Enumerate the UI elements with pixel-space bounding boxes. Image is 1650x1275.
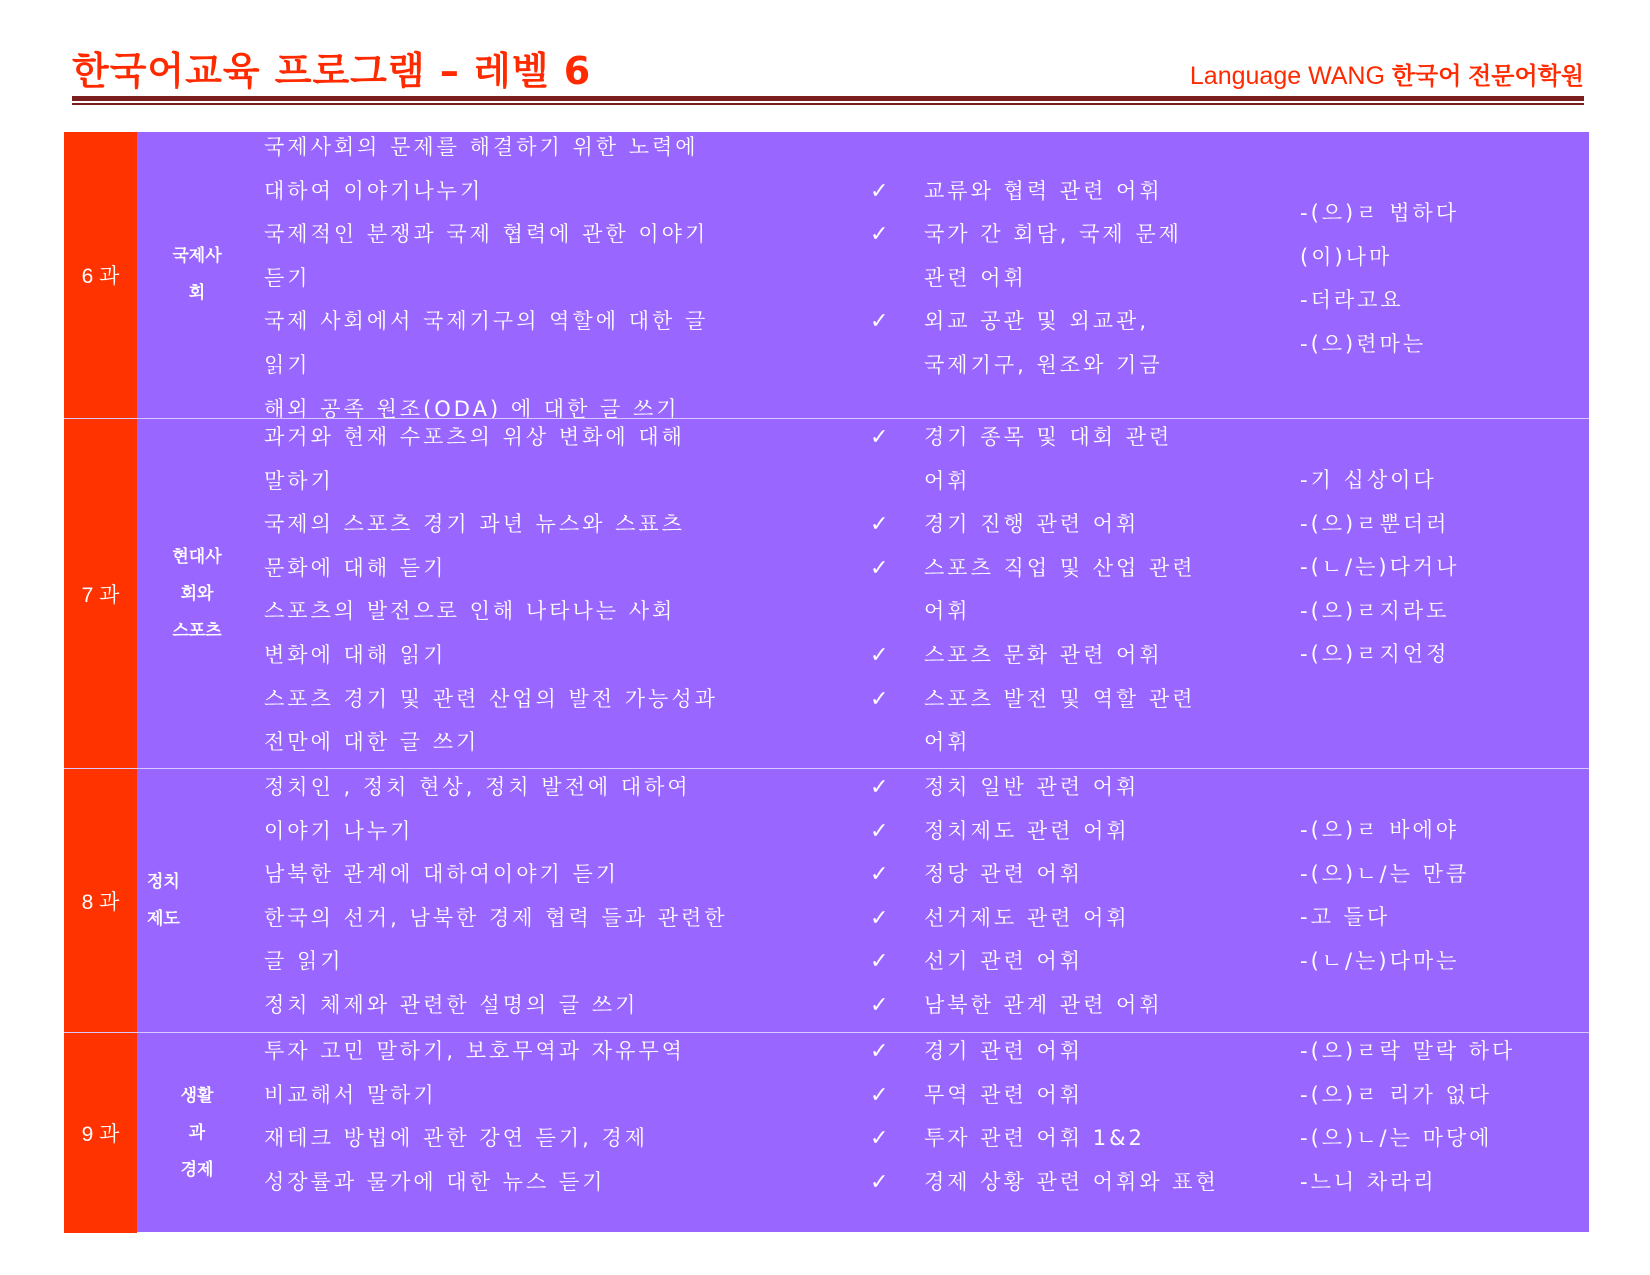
grammar-column — [1300, 459, 1585, 677]
activities-column — [264, 766, 884, 1028]
vocab-text: 경제 상황 관련 어휘와 표현 — [924, 1169, 1219, 1194]
vocab-text: 정치제도 관련 어휘 — [924, 818, 1130, 843]
vocab-line — [870, 503, 1320, 547]
lesson-row — [64, 768, 1589, 1033]
grammar-line: -(으)ㄹ 법하다 — [1300, 201, 1460, 225]
vocab-line — [870, 416, 1320, 460]
vocab-text: 어휘 — [924, 730, 971, 755]
check-icon: ✓ — [870, 222, 889, 248]
grammar-column — [1300, 192, 1585, 366]
topic-line: 정치 — [147, 872, 180, 892]
topic-line: 스포츠 — [172, 620, 222, 641]
activity-line: 과거와 현재 수포츠의 위상 변화에 대해 — [264, 425, 685, 449]
grammar-line: -더라고요 — [1300, 288, 1404, 313]
vocabulary-column — [870, 126, 1320, 388]
grammar-line: -(으)ㄹ 바에야 — [1300, 818, 1460, 842]
vocabulary-column — [870, 1030, 1320, 1204]
lesson-topic — [137, 419, 257, 769]
activity-line: 말하기 — [264, 468, 334, 493]
vocab-line — [870, 634, 1320, 678]
vocab-line — [870, 853, 1320, 897]
vocab-line — [870, 897, 1320, 941]
check-icon: ✓ — [870, 862, 889, 888]
vocab-line — [870, 940, 1320, 984]
activity-line: 정치인 , 정치 현상, 정치 발전에 대하여 — [264, 775, 691, 799]
check-icon: ✓ — [870, 309, 889, 335]
topic-line: 현대사 — [172, 546, 222, 567]
vocab-line — [870, 1117, 1320, 1161]
brand-english: Language WANG — [1189, 62, 1392, 90]
lesson-number: 7 과 — [64, 419, 137, 769]
page-title: 한국어교육 프로그램 – 레벨 6 — [72, 49, 592, 93]
vocab-line — [870, 344, 1320, 388]
vocab-text: 어휘 — [924, 599, 971, 624]
check-icon: ✓ — [870, 818, 889, 844]
vocab-text: 경기 진행 관련 어휘 — [924, 512, 1140, 537]
activity-line: 비교해서 말하기 — [264, 1082, 437, 1107]
topic-line: 회와 — [180, 583, 214, 604]
check-icon: ✓ — [870, 686, 889, 712]
check-icon: ✓ — [870, 425, 889, 450]
vocab-line — [870, 213, 1320, 257]
activity-line: 문화에 대해 듣기 — [264, 555, 447, 580]
topic-line: 국제사 — [172, 246, 222, 266]
vocab-text: 투자 관련 어휘 1&2 — [924, 1126, 1145, 1151]
check-icon: ✓ — [870, 905, 889, 931]
vocab-line — [870, 126, 1320, 170]
brand-korean: 한국어 전문어학원 — [1391, 63, 1584, 90]
lesson-number: 6 과 — [64, 132, 137, 418]
grammar-line: -(으)ㄹ지라도 — [1300, 598, 1450, 623]
grammar-line: -(으)ㄹ락 말락 하다 — [1300, 1039, 1516, 1063]
activity-line: 한국의 선거, 남북한 경제 협력 들과 관련한 — [264, 905, 728, 930]
vocab-text: 정치 일반 관련 어휘 — [924, 775, 1140, 799]
check-icon: ✓ — [870, 1126, 889, 1152]
vocab-line — [870, 721, 1320, 765]
vocab-text: 스포츠 문화 관련 어휘 — [924, 642, 1163, 667]
grammar-line: -느니 차라리 — [1300, 1169, 1437, 1194]
vocab-line — [870, 300, 1320, 344]
activity-line: 해외 공족 원조(ODA) 에 대한 글 쓰기 — [264, 396, 680, 421]
grammar-line: -(으)련마는 — [1300, 331, 1427, 356]
vocab-line — [870, 1161, 1320, 1205]
activity-line: 변화에 대해 읽기 — [264, 642, 447, 667]
grammar-line: -기 십상이다 — [1300, 468, 1437, 492]
vocab-line — [870, 257, 1320, 301]
activity-line: 국제사회의 문제를 해결하기 위한 노력에 — [264, 135, 699, 159]
vocabulary-column — [870, 416, 1320, 765]
grammar-line: -(으)ㄹ뿐더러 — [1300, 511, 1450, 536]
check-icon: ✓ — [870, 992, 889, 1018]
topic-line: 경제 — [180, 1159, 214, 1180]
activity-line: 스포츠의 발전으로 인해 나타나는 사회 — [264, 599, 676, 624]
activity-line: 대하여 이야기나누기 — [264, 178, 484, 203]
lesson-number: 9 과 — [64, 1033, 137, 1233]
vocab-text: 외교 공관 및 외교관, — [924, 309, 1149, 334]
activity-line: 스포츠 경기 및 관련 산업의 발전 가능성과 — [264, 686, 718, 711]
topic-line: 생활 — [180, 1085, 214, 1106]
vocab-line — [870, 984, 1320, 1028]
grammar-line: -(으)ㄴ/는 마당에 — [1300, 1126, 1493, 1151]
check-icon: ✓ — [870, 1039, 889, 1064]
check-icon: ✓ — [870, 512, 889, 538]
activity-line: 글 읽기 — [264, 949, 344, 974]
vocab-text: 교류와 협력 관련 어휘 — [924, 178, 1163, 203]
vocabulary-column — [870, 766, 1320, 1028]
activities-column — [264, 416, 884, 765]
lesson-row — [64, 132, 1589, 421]
check-icon: ✓ — [870, 949, 889, 975]
activity-line: 듣기 — [264, 265, 311, 290]
lesson-topic — [137, 132, 257, 418]
activity-line: 국제의 스포츠 경기 과년 뉴스와 스표츠 — [264, 512, 685, 537]
lesson-row — [64, 418, 1589, 769]
activity-line: 이야기 나누기 — [264, 818, 414, 843]
vocab-text: 정당 관련 어휘 — [924, 862, 1084, 887]
check-icon: ✓ — [870, 1169, 889, 1195]
activity-line: 재테크 방법에 관한 강연 듣기, 경제 — [264, 1126, 649, 1151]
vocab-line — [870, 810, 1320, 854]
lesson-topic — [137, 769, 257, 1033]
vocab-text: 선기 관련 어휘 — [924, 949, 1084, 974]
vocab-line — [870, 460, 1320, 504]
grammar-line: -고 들다 — [1300, 905, 1391, 930]
lesson-number: 8 과 — [64, 769, 137, 1033]
activity-line: 투자 고민 말하기, 보호무역과 자유무역 — [264, 1039, 685, 1063]
vocab-line — [870, 1074, 1320, 1118]
activity-line: 국제 사회에서 국제기구의 역할에 대한 글 — [264, 309, 709, 334]
page-header — [72, 40, 1584, 96]
lesson-row — [64, 1032, 1589, 1233]
check-icon: ✓ — [870, 642, 889, 668]
grammar-line: -(ㄴ/는)다거나 — [1300, 555, 1460, 580]
grammar-line: -(으)ㄴ/는 만큼 — [1300, 861, 1470, 886]
vocab-text: 무역 관련 어휘 — [924, 1082, 1084, 1107]
grammar-line: (이)나마 — [1300, 244, 1393, 269]
vocab-text: 경기 관련 어휘 — [924, 1039, 1084, 1063]
vocab-text: 스포츠 직업 및 산업 관련 — [924, 555, 1196, 580]
vocab-line — [870, 590, 1320, 634]
activity-line: 전만에 대한 글 쓰기 — [264, 730, 480, 755]
vocab-text: 관련 어휘 — [924, 265, 1027, 290]
lesson-topic — [137, 1033, 257, 1233]
vocab-text: 남북한 관계 관련 어휘 — [924, 992, 1163, 1017]
activity-line: 성장률과 물가에 대한 뉴스 듣기 — [264, 1169, 606, 1194]
check-icon: ✓ — [870, 775, 889, 800]
grammar-line: -(으)ㄹ 리가 없다 — [1300, 1082, 1493, 1107]
topic-line: 제도 — [147, 909, 180, 929]
vocab-text: 국가 간 회담, 국제 문제 — [924, 222, 1182, 247]
vocab-line — [870, 678, 1320, 722]
activity-line: 남북한 관계에 대하여이야기 듣기 — [264, 862, 620, 887]
vocab-text: 국제기구, 원조와 기금 — [924, 352, 1163, 377]
activity-line: 읽기 — [264, 352, 311, 377]
topic-line: 과 — [188, 1122, 206, 1143]
vocab-text: 경기 종목 및 대회 관련 — [924, 425, 1173, 449]
brand-name — [1190, 56, 1584, 91]
topic-line: 회 — [188, 283, 206, 303]
check-icon: ✓ — [870, 555, 889, 581]
curriculum-table — [64, 132, 1589, 1232]
vocab-text: 선거제도 관련 어휘 — [924, 905, 1130, 930]
vocab-line — [870, 547, 1320, 591]
activity-line: 국제적인 분쟁과 국제 협력에 관한 이야기 — [264, 222, 709, 247]
activities-column — [264, 1030, 884, 1204]
vocab-line — [870, 170, 1320, 214]
vocab-line — [870, 1030, 1320, 1074]
grammar-column — [1300, 1030, 1585, 1204]
grammar-line: -(ㄴ/는)다마는 — [1300, 948, 1460, 973]
check-icon: ✓ — [870, 178, 889, 204]
check-icon: ✓ — [870, 1082, 889, 1108]
activity-line: 정치 체제와 관련한 설명의 글 쓰기 — [264, 992, 639, 1017]
grammar-column — [1300, 809, 1585, 983]
activities-column — [264, 126, 884, 431]
vocab-text: 스포츠 발전 및 역할 관련 — [924, 686, 1196, 711]
vocab-line — [870, 766, 1320, 810]
header-rule-thin — [72, 103, 1584, 105]
vocab-text: 어휘 — [924, 468, 971, 493]
header-rule-thick — [72, 96, 1584, 101]
grammar-line: -(으)ㄹ지언정 — [1300, 642, 1450, 667]
